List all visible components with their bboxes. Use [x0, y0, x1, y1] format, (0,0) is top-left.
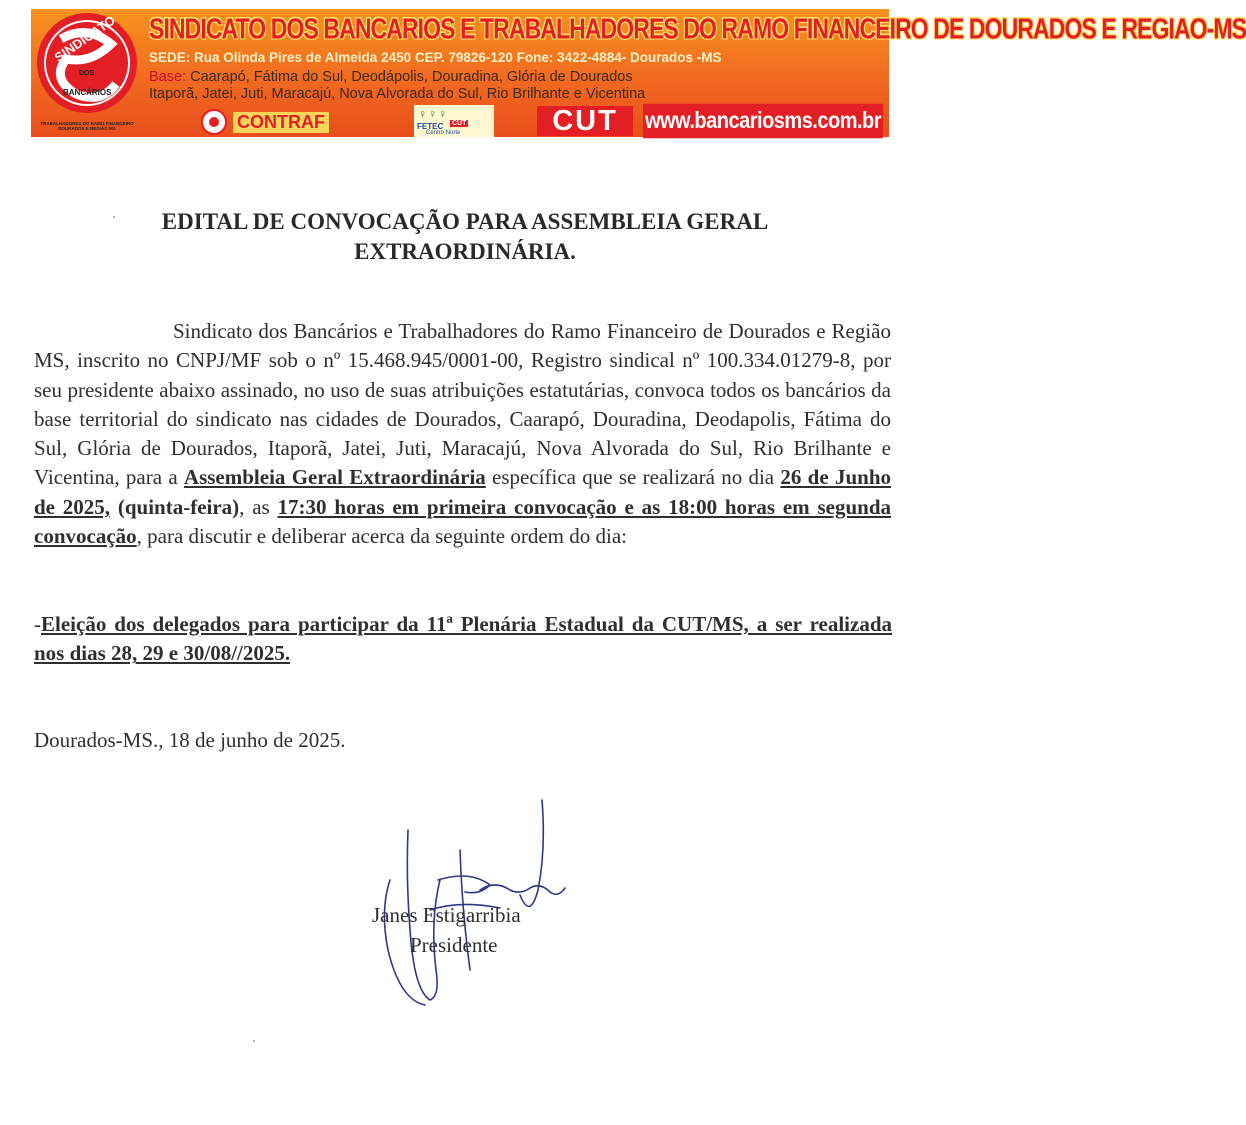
convocation-paragraph	[34, 317, 891, 551]
cut-logo: CUT	[537, 106, 633, 136]
fetec-logo	[414, 105, 494, 137]
contraf-text: CONTRAF	[233, 112, 329, 133]
fetec-subtitle: Centro Norte	[426, 130, 461, 136]
header-banner	[31, 9, 1246, 137]
base-cities-2: Itaporã, Jatei, Juti, Maracajú, Nova Alvorada do Sul, Rio Brilhante e Vicentina	[149, 86, 646, 102]
agenda-item-text: Eleição dos delegados para participar da 11ª Plenária Estadual da CUT/MS, a ser realizada nos dias 28, 29 e 30/08//2025.	[34, 612, 892, 666]
contraf-logo	[201, 109, 329, 135]
assembly-times: 17:30 horas em primeira convocação e as 18:00 horas em segunda convocação	[34, 494, 891, 549]
para-text-2: específica que se realizará no dia	[485, 465, 781, 490]
signer-role: Presidente	[410, 933, 498, 957]
assembly-date: 26 de Junho de 2025,	[34, 465, 892, 519]
title-line-1: EDITAL DE CONVOCAÇÃO PARA ASSEMBLEIA GERAL	[161, 209, 769, 234]
agenda-item	[34, 610, 892, 669]
website-link[interactable]: www.bancariosms.com.br	[643, 104, 883, 139]
para-intro: Sindicato dos Bancários e Trabalhadores do Ramo Financeiro de Dourados e Região MS, inscrito no CNPJ/MF sob o nº 15.468.945/0001-00, Registro sindical nº 100.334.01279-8, por seu presidente abaixo assinado, no uso de suas atribuições estatutárias, convoca todos os bancários da base territorial do sindicato nas cidades de Dourados, Caarapó, Douradina, Deodapolis, Fátima do Sul, Glória de Dourados, Itaporã, Jatei, Juti, Maracajú, Nova Alvorada do Sul, Rio Brilhante e Vicentina, para a	[34, 319, 891, 490]
base-line-1	[149, 69, 633, 85]
agenda-dash: -	[34, 612, 41, 636]
people-icon: ♀♀♀	[418, 107, 448, 121]
sindicato-logo	[31, 9, 143, 137]
dateline: Dourados-MS., 18 de junho de 2025.	[34, 728, 346, 752]
assembly-weekday: (quinta-feira)	[110, 494, 240, 519]
svg-text:SINDICATO: SINDICATO	[51, 12, 118, 66]
para-text-4: , para discutir e deliberar acerca da seguinte ordem do dia:	[136, 524, 628, 549]
svg-text:BANCÁRIOS: BANCÁRIOS	[63, 88, 112, 97]
svg-text:DOS: DOS	[79, 70, 95, 77]
scan-speck	[253, 1040, 255, 1042]
base-label: Base:	[149, 69, 187, 85]
logo-subtitle: TRABALHADORES DO RAMO FINANCEIRO DOURADOS E REGIÃO MS	[40, 121, 134, 131]
union-name: SINDICATO DOS BANCARIOS E TRABALHADORES DO RAMO FINANCEIRO DE DOURADOS E REGIAO-MS	[149, 12, 1246, 45]
scan-speck	[113, 216, 115, 218]
fetec-label: FETEC	[417, 122, 444, 131]
title-line-2: EXTRAORDINÁRIA.	[354, 239, 576, 264]
base-cities-1: Caarapó, Fátima do Sul, Deodápolis, Douradina, Glória de Dourados	[190, 69, 633, 85]
fetec-cut-label: CUT	[452, 120, 467, 127]
para-text-3: , as	[239, 494, 278, 519]
document-title	[40, 207, 890, 267]
headquarters-address: SEDE: Rua Olinda Pires de Almeida 2450 CEP. 79826-120 Fone: 3422-4884- Dourados -MS	[149, 50, 722, 65]
contraf-icon	[201, 109, 227, 135]
assembly-name: Assembleia Geral Extraordinária	[183, 465, 486, 490]
signer-name: Janes Estigarribia	[372, 903, 521, 927]
